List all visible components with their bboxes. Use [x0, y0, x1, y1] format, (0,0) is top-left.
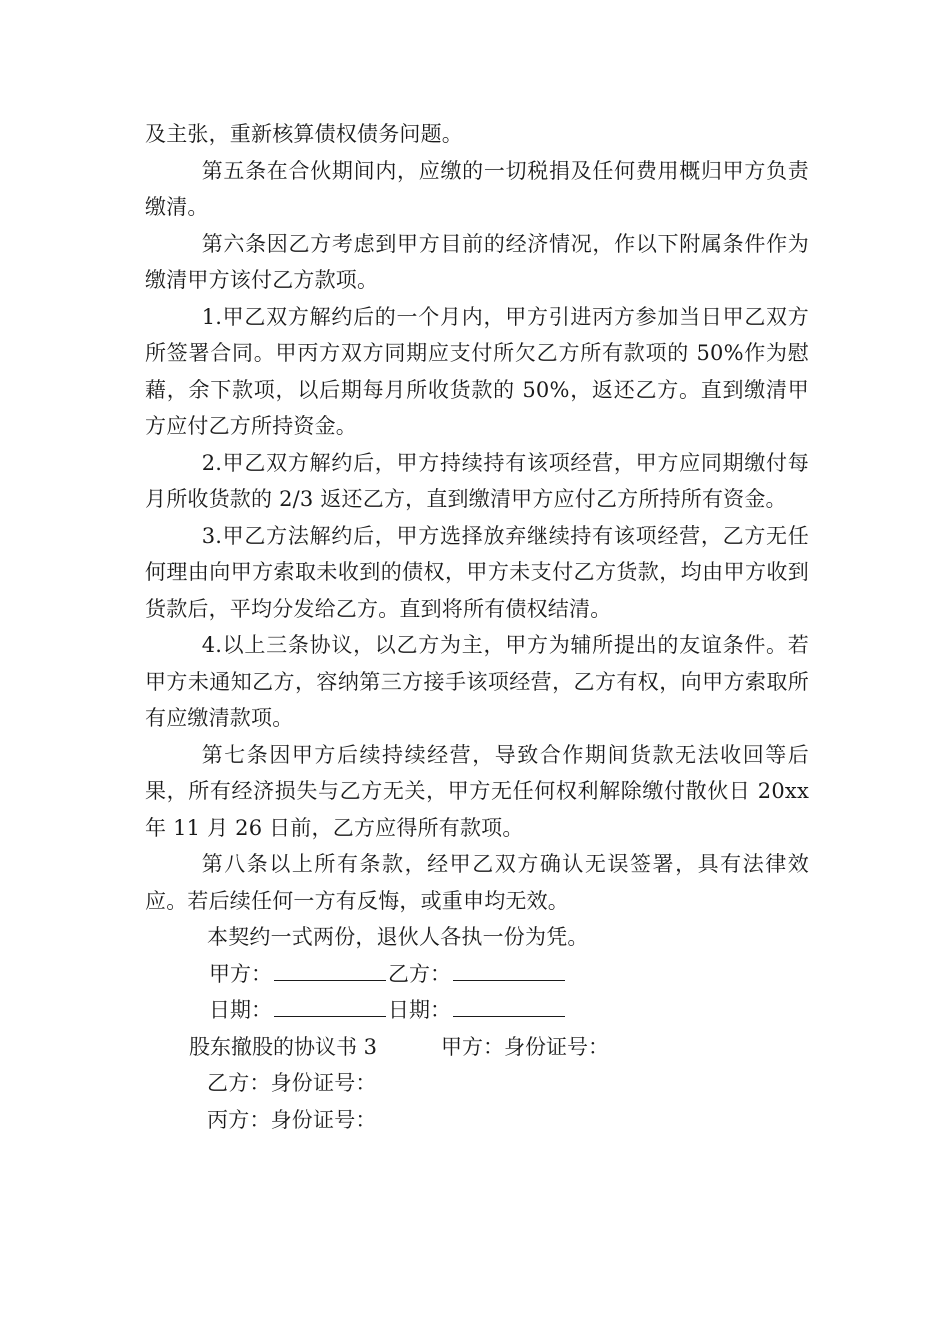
section3-title: 股东撤股的协议书 3 — [189, 1034, 378, 1059]
paragraph-item-2: 2.甲乙双方解约后，甲方持续持有该项经营，甲方应同期缴付每月所收货款的 2/3 返还乙方，直到缴清甲方应付乙方所持所有资金。 — [145, 450, 809, 511]
paragraph-article-8: 第八条以上所有条款，经甲乙双方确认无误签署，具有法律效应。若后续任何一方有反悔，或重申均无效。 — [145, 852, 809, 913]
paragraph-item-3: 3.甲乙方法解约后，甲方选择放弃继续持有该项经营，乙方无任何理由向甲方索取未收到的债权，甲方未支付乙方货款，均由甲方收到货款后，平均分发给乙方。直到将所有债权结清。 — [145, 523, 809, 621]
paragraph-item-4: 4.以上三条协议，以乙方为主，甲方为辅所提出的友谊条件。若甲方未通知乙方，容纳第三方接手该项经营，乙方有权，向甲方索取所有应缴清款项。 — [145, 633, 809, 730]
section3-party-b: 乙方：身份证号： — [207, 1071, 377, 1095]
section3-party-a: 甲方：身份证号： — [441, 1034, 610, 1059]
party-b-blank — [453, 960, 565, 981]
section3-header-row — [145, 1029, 809, 1066]
date-a-label: 日期： — [209, 998, 272, 1022]
signature-date-row — [145, 992, 809, 1029]
party-a-blank — [274, 960, 386, 981]
date-b-blank — [453, 996, 565, 1017]
paragraph-copies: 本契约一式两份，退伙人各执一份为凭。 — [207, 925, 589, 949]
paragraph-item-1: 1.甲乙双方解约后的一个月内，甲方引进丙方参加当日甲乙双方所签署合同。甲丙方双方同期应支付所欠乙方所有款项的 50%作为慰藉，余下款项，以后期每月所收货款的 50%，返还乙方。直到缴清甲方应付乙方所持资金。 — [145, 304, 809, 438]
paragraph-article-7: 第七条因甲方后续持续经营，导致合作期间货款无法收回等后果，所有经济损失与乙方无关，甲方无任何权利解除缴付散伙日 20xx 年 11 月 26 日前，乙方应得所有款项。 — [145, 742, 809, 840]
party-a-label: 甲方： — [209, 961, 272, 986]
section3-party-c: 丙方：身份证号： — [207, 1107, 377, 1132]
party-b-label: 乙方： — [388, 961, 451, 986]
paragraph-continuation: 及主张，重新核算债权债务问题。 — [145, 122, 463, 146]
date-a-blank — [274, 996, 386, 1017]
paragraph-article-5: 第五条在合伙期间内，应缴的一切税捐及任何费用概归甲方负责缴清。 — [145, 158, 809, 219]
signature-party-row — [145, 956, 809, 993]
document-page — [145, 116, 809, 1138]
paragraph-article-6: 第六条因乙方考虑到甲方目前的经济情况，作以下附属条件作为缴清甲方该付乙方款项。 — [145, 231, 809, 292]
date-b-label: 日期： — [388, 998, 451, 1022]
